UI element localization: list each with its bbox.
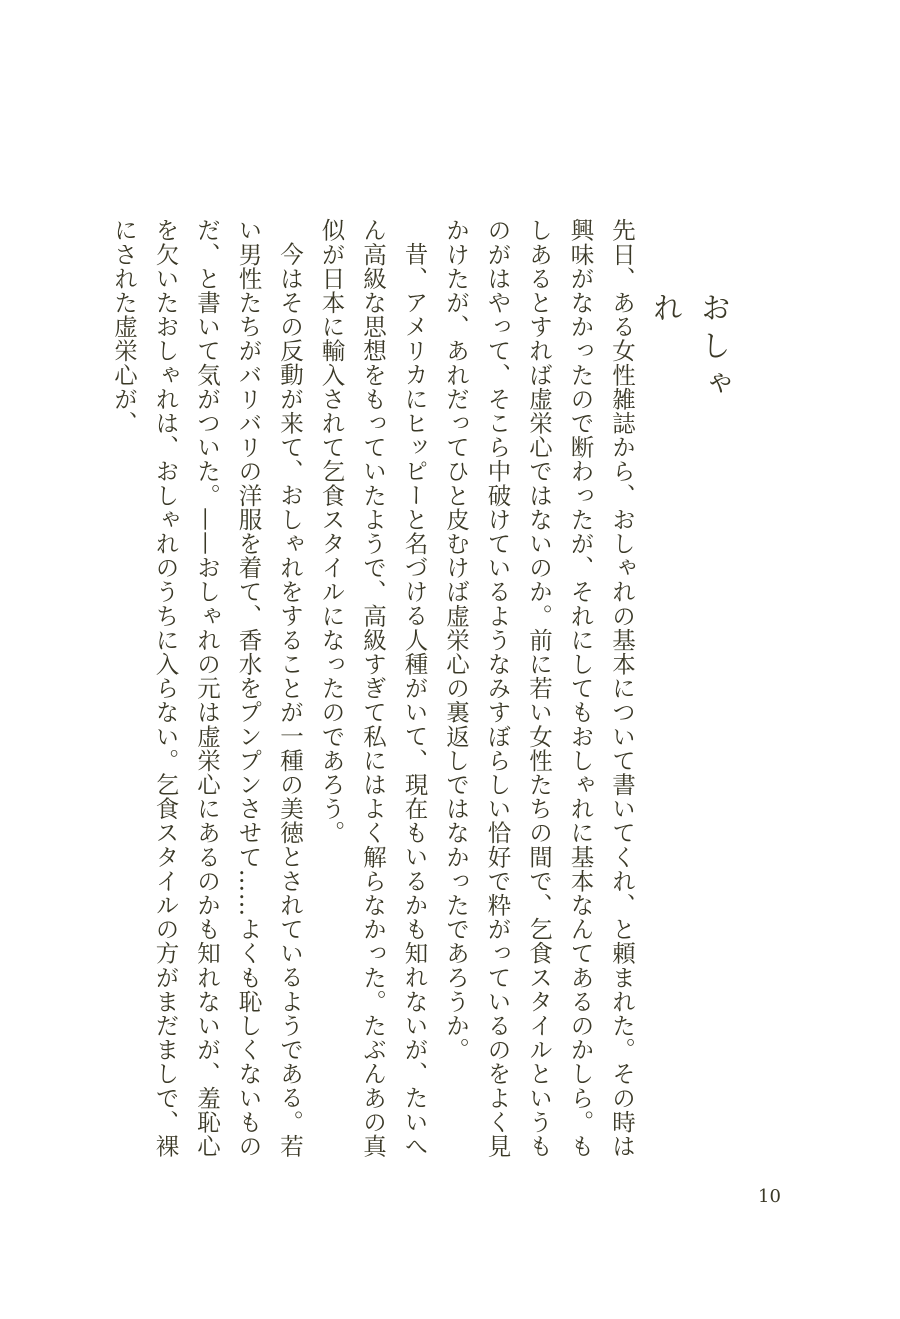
essay-body	[103, 218, 643, 1158]
paragraph-3: 今はその反動が来て、おしゃれをすることが一種の美徳とされているようである。若い男性たちがバリバリの洋服を着て、香水をプンプンさせて……よくも恥しくないものだ、と書いて気がついた。——おしゃれの元は虚栄心にあるのかも知れないが、羞恥心を欠いたおしゃれは、おしゃれのうちに入らない。乞食スタイルの方がまだましで、裸にされた虚栄心が、	[110, 218, 304, 1158]
paragraph-1: 先日、ある女性雑誌から、おしゃれの基本について書いてくれ、と頼まれた。その時は興味がなかったので断わったが、それにしてもおしゃれに基本なんてあるのかしら。もしあるとすれば虚栄心ではないのか。前に若い女性たちの間で、乞食スタイルというものがはやって、そこら中破けているようなみすぼらしい恰好で粋がっているのをよく見かけたが、あれだってひと皮むけば虚栄心の裏返しではなかったであろうか。	[442, 218, 636, 1158]
paragraph-2: 昔、アメリカにヒッピーと名づける人種がいて、現在もいるかも知れないが、たいへん高級な思想をもっていたようで、高級すぎて私にはよく解らなかった。たぶんあの真似が日本に輸入されて乞食スタイルになったのであろう。	[317, 218, 429, 1158]
essay-title: おしゃれ	[647, 292, 730, 406]
page-number: 10	[758, 1186, 781, 1207]
